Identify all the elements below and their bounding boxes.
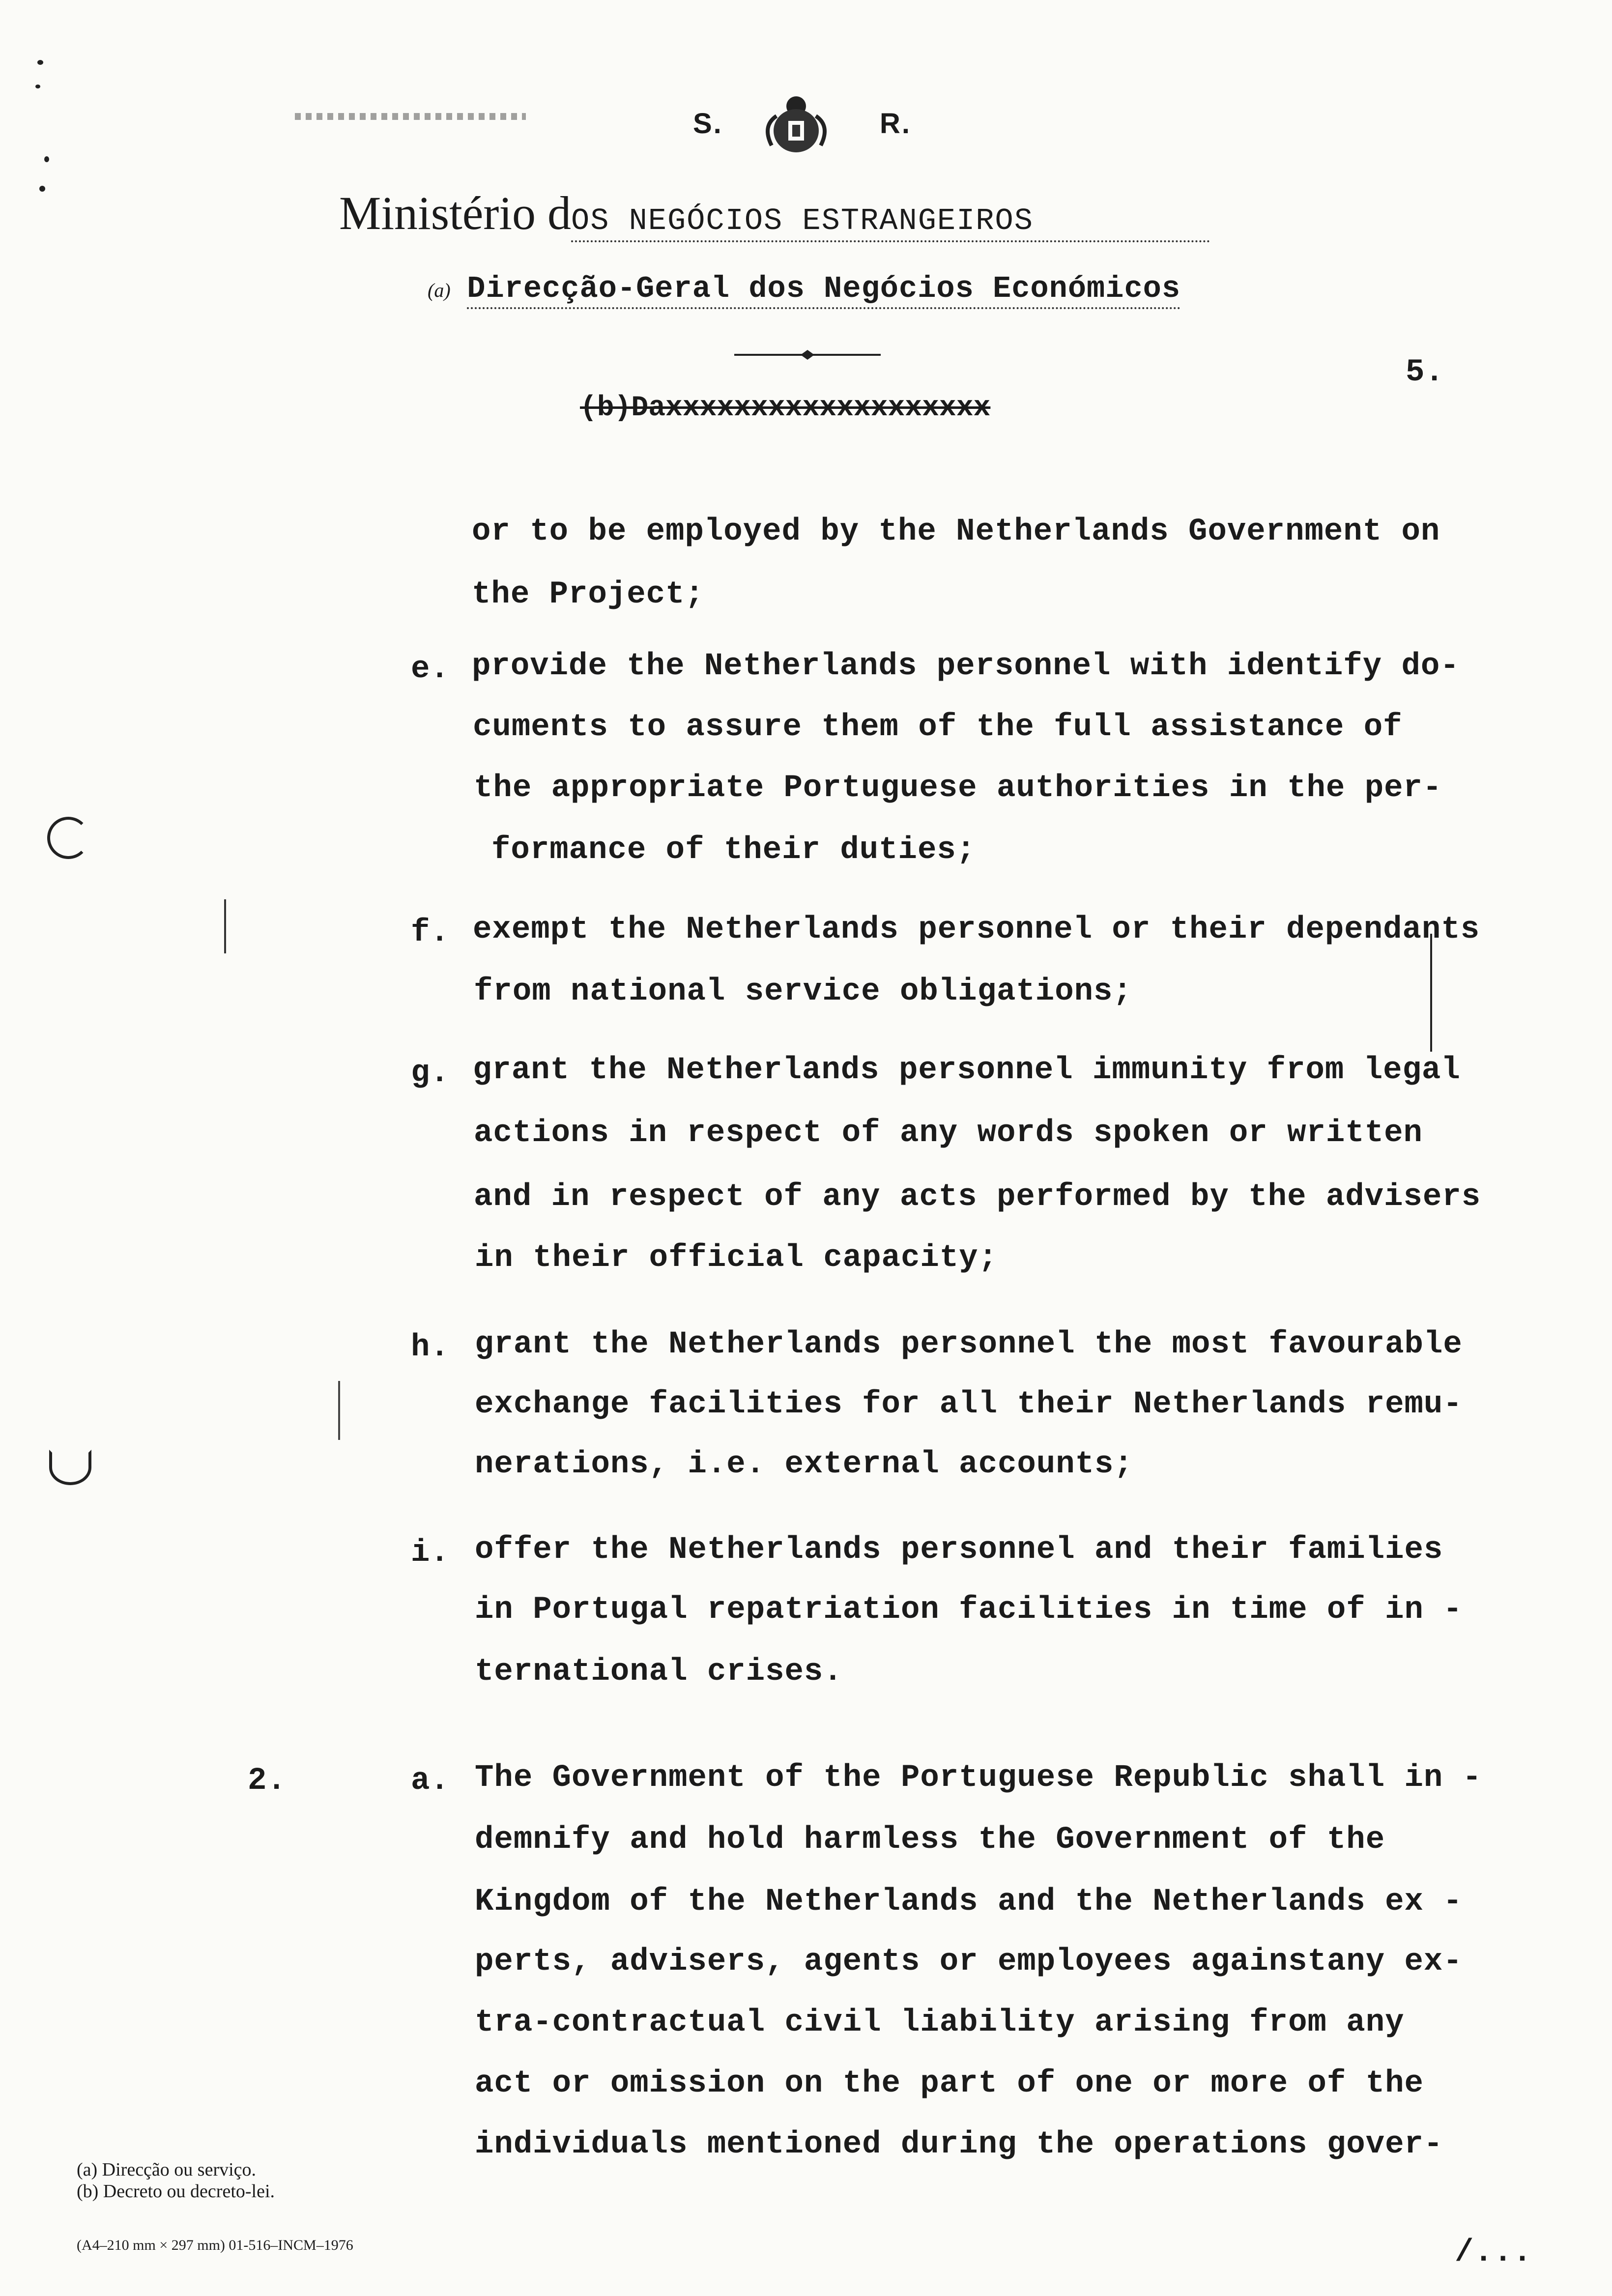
body-line: in their official capacity; — [475, 1240, 998, 1276]
item-marker-i: i. — [411, 1535, 450, 1571]
directorate-line — [428, 271, 1180, 306]
body-line: demnify and hold harmless the Government of the — [475, 1822, 1385, 1858]
body-line: from national service obligations; — [474, 974, 1132, 1009]
footnote-a: (a) Direcção ou serviço. — [77, 2159, 257, 2180]
item-marker-e: e. — [411, 652, 450, 687]
scan-speck — [44, 156, 49, 162]
ornamental-divider — [734, 350, 881, 360]
body-line: act or omission on the part of one or more of the — [475, 2066, 1424, 2101]
margin-mark — [1430, 934, 1432, 1052]
letterhead-r: R. — [880, 108, 911, 140]
body-line: the Project; — [472, 577, 704, 612]
scan-speck — [39, 186, 45, 192]
body-line: nerations, i.e. external accounts; — [475, 1447, 1133, 1482]
coat-of-arms-emblem — [757, 86, 835, 160]
binder-hole-mark — [47, 817, 89, 859]
body-line: individuals mentioned during the operations gover- — [475, 2127, 1443, 2162]
scan-speck — [35, 85, 40, 88]
ministry-prefix: Ministério d — [339, 187, 571, 239]
page-number: 5. — [1406, 355, 1444, 390]
body-line: or to be employed by the Netherlands Government on — [472, 514, 1440, 549]
body-line: tra-contractual civil liability arising from any — [475, 2005, 1405, 2040]
footnote-b: (b) Decreto ou decreto-lei. — [77, 2181, 275, 2202]
body-line: cuments to assure them of the full assistance of — [473, 710, 1403, 745]
directorate-name: Direcção-Geral dos Negócios Económicos — [467, 271, 1180, 309]
footnote-marker-a: (a) — [428, 279, 451, 301]
ministry-heading — [339, 186, 1210, 242]
body-line: and in respect of any acts performed by the advisers — [474, 1179, 1481, 1215]
body-line: The Government of the Portuguese Republic shall in - — [475, 1760, 1482, 1796]
item-marker-f: f. — [411, 915, 450, 950]
scan-speck — [37, 60, 43, 65]
item-marker-h: h. — [411, 1330, 450, 1365]
body-line: grant the Netherlands personnel immunity from legal — [473, 1053, 1461, 1088]
body-line: formance of their duties; — [491, 832, 976, 868]
margin-mark — [224, 899, 226, 953]
section-number: 2. — [248, 1763, 287, 1799]
body-line: Kingdom of the Netherlands and the Netherlands ex - — [475, 1884, 1463, 1920]
continuation-mark: /... — [1455, 2235, 1532, 2270]
item-marker-a: a. — [411, 1763, 450, 1799]
crossed-out-line: (b)Daxxxxxxxxxxxxxxxxxxx — [580, 392, 991, 424]
body-line: exempt the Netherlands personnel or their dependants — [473, 912, 1480, 947]
body-line: ternational crises. — [475, 1654, 843, 1690]
letterhead-s: S. — [693, 108, 723, 140]
binder-hole-mark — [49, 1450, 91, 1485]
body-line: actions in respect of any words spoken or written — [474, 1116, 1423, 1151]
body-line: exchange facilities for all their Netherlands remu- — [475, 1387, 1463, 1422]
body-line: the appropriate Portuguese authorities in the per- — [474, 771, 1442, 806]
ministry-name: OS NEGÓCIOS ESTRANGEIROS — [571, 203, 1210, 242]
print-reference: (A4–210 mm × 297 mm) 01-516–INCM–1976 — [77, 2237, 353, 2253]
body-line: provide the Netherlands personnel with identify do- — [472, 649, 1460, 684]
margin-mark — [338, 1381, 340, 1440]
item-marker-g: g. — [411, 1056, 450, 1091]
body-line: in Portugal repatriation facilities in time of in - — [475, 1592, 1463, 1628]
body-line: offer the Netherlands personnel and their families — [475, 1532, 1443, 1568]
body-line: perts, advisers, agents or employees againstany ex- — [475, 1944, 1463, 1980]
scan-smudge — [295, 113, 526, 120]
body-line: grant the Netherlands personnel the most favourable — [475, 1327, 1463, 1362]
